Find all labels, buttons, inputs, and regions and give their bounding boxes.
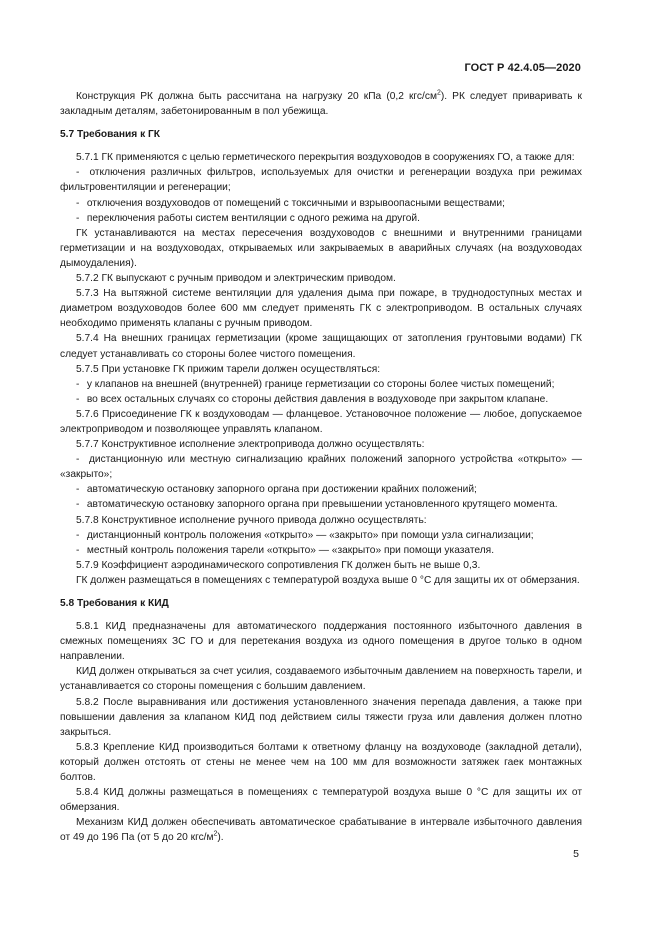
paragraph: 5.7.9 Коэффициент аэродинамического сопротивления ГК должен быть не выше 0,3. [76,559,481,571]
paragraph: Конструкция РК должна быть рассчитана на нагрузку 20 кПа (0,2 кгс/$см^2$). РК следует приваривать к закладным деталям, забетонированным в пол убежища. [60,89,582,118]
paragraph: 5.7.2 ГК выпускают с ручным приводом и электрическим приводом. [76,273,396,285]
paragraph: 5.8.2 После выравнивания или достижения установленного значения перепада давления, а также при повышении давления за клапаном КИД под действием силы тяжести груза или давления должен плотно закрыться. [60,696,582,738]
paragraph: 5.7.6 Присоединение ГК к воздуховодам — фланцевое. Установочное положение — любое, допускаемое электроприводом и позволяющее управлять клапаном. [60,408,582,435]
list-item: - местный контроль положения тарели «открыто» — «закрыто» при помощи указателя. [76,544,495,556]
paragraph: 5.7.7 Конструктивное исполнение электропривода должно осуществлять: [76,439,425,451]
list-item: - отключения различных фильтров, используемых для очистки и регенерации воздуха при режимах фильтровентиляции и регенерации; [60,167,582,194]
paragraph: 5.7.5 При установке ГК прижим тарели должен осуществляться: [76,363,381,375]
list-item: - во всех остальных случаях со стороны действия давления в воздуховоде при закрытом клапане. [76,393,549,405]
paragraph: 5.7.3 На вытяжной системе вентиляции для удаления дыма при пожаре, в труднодоступных местах и диаметром воздуховодов более 600 мм следует применять ГК с электроприводом. В остальных случаях необходимо применять клапаны с ручным приводом. [60,288,582,330]
paragraph: КИД должен открываться за счет усилия, создаваемого избыточным давлением на поверхность тарели, и устанавливается со стороны помещения с большим давлением. [60,666,582,693]
paragraph: 5.7.8 Конструктивное исполнение ручного привода должно осуществлять: [76,514,427,526]
list-item: - отключения воздуховодов от помещений с токсичными и взрывоопасными веществами; [76,197,505,209]
paragraph: ГК устанавливаются на местах пересечения воздуховодов с внешними и внутренними границами герметизации и на воздуховодах, открываемых или закрываемых в аварийных случаях (на воздуховодах дымоудаления). [60,227,582,269]
section-heading: 5.8 Требования к КИД [60,598,169,609]
document-body [60,89,582,846]
section-heading: 5.7 Требования к ГК [60,129,161,141]
paragraph: 5.8.3 Крепление КИД производиться болтами к ответному фланцу на воздуховоде (закладной детали), который должен отстоять от стены не менее чем на 100 мм для возможности затяжек гаек монтажных болтов. [60,741,582,784]
document-header-code: ГОСТ Р 42.4.05—2020 [464,62,581,74]
page-number: 5 [573,848,579,860]
list-item: - у клапанов на внешней (внутренней) границе герметизации со стороны более чистых помещений; [76,378,555,390]
list-item: - автоматическую остановку запорного органа при достижении крайних положений; [76,484,477,496]
paragraph: 5.7.1 ГК применяются с целью герметического перекрытия воздуховодов в сооружениях ГО, а также для: [76,152,575,164]
list-item: - автоматическую остановку запорного органа при превышении установленного крутящего момента. [76,499,558,511]
paragraph: ГК должен размещаться в помещениях с температурой воздуха выше 0 °С для защиты их от обмерзания. [76,574,580,586]
paragraph: 5.8.1 КИД предназначены для автоматического поддержания постоянного избыточного давления в смежных помещениях ЗС ГО и для перетекания воздуха из одного помещения в другое только в одном направлении. [60,621,582,663]
paragraph: 5.7.4 На внешних границах герметизации (кроме защищающих от затопления грунтовыми водами) ГК следует устанавливать со стороны более чистого помещения. [60,333,582,360]
list-item: - переключения работы систем вентиляции с одного режима на другой. [76,212,420,224]
list-item: - дистанционный контроль положения «открыто» — «закрыто» при помощи узла сигнализации; [76,529,534,541]
paragraph: Механизм КИД должен обеспечивать автоматическое срабатывание в интервале избыточного давления от 49 до 196 Па (от 5 до 20 кгс/$м^2$). [60,817,582,844]
list-item: - дистанционную или местную сигнализацию крайних положений запорного устройства «открыто» — «закрыто»; [60,454,582,481]
paragraph: 5.8.4 КИД должны размещаться в помещениях с температурой воздуха выше 0 °С для защиты их от обмерзания. [60,787,582,814]
